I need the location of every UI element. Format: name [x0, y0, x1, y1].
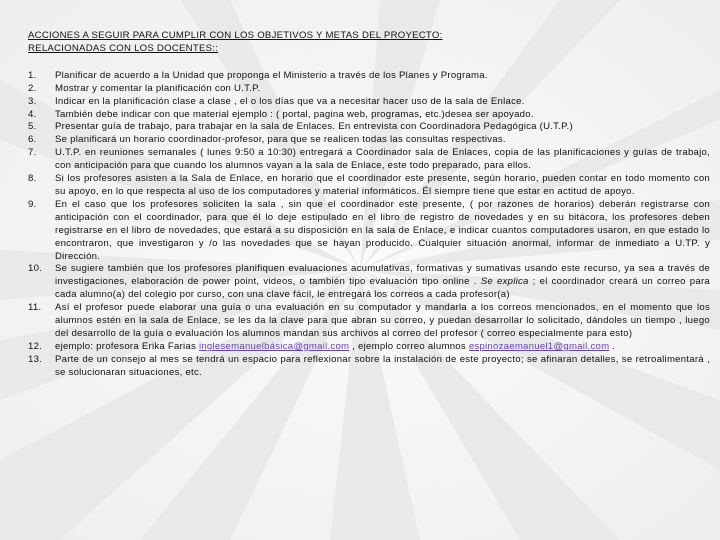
- teacher-email-link[interactable]: inglesemanuelbásica@gmail.com: [198, 340, 350, 352]
- list-item: [28, 199, 710, 264]
- item-text-emphasis: Se explica: [480, 276, 529, 288]
- list-item: [28, 109, 710, 122]
- item-text: Si los profesores asisten a la Sala de Enlace, en horario que el coordinador este presente, según horario, pueden contar en todo momento con su apoyo, en lo que respecta al uso de los computadores y material informáticos. Él siempre tiene que estar en actitud de apoyo.: [55, 173, 710, 197]
- item-text: También debe indicar con que material ejemplo : ( portal, pagina web, programas, etc.)desea ser apoyado.: [55, 108, 534, 120]
- student-email-link[interactable]: espinozaemanuel1@gmail.com: [468, 340, 610, 352]
- item-text: [55, 263, 710, 302]
- item-number: 4.: [28, 108, 37, 120]
- list-item: [28, 121, 710, 134]
- item-number: 10.: [28, 263, 43, 275]
- item-number: 8.: [28, 173, 37, 185]
- item-number: 7.: [28, 147, 37, 159]
- item-number: 13.: [28, 353, 43, 365]
- item-number: 6.: [28, 134, 37, 146]
- item-text: Planificar de acuerdo a la Unidad que proponga el Ministerio a través de los Planes y Programa.: [55, 69, 488, 81]
- action-list: [28, 70, 710, 380]
- item-number: 9.: [28, 198, 37, 210]
- item-text-part: ejemplo: profesora Erika Farias: [55, 340, 199, 352]
- list-item: [28, 83, 710, 96]
- item-text: Se planificará un horario coordinador-profesor, para que se realicen todas las consultas respectivas.: [55, 134, 506, 146]
- item-text: En el caso que los profesores soliciten la sala , sin que el coordinador este presente, ( por razones de horarios) deberán registrarse con anticipación con el coordinador, para que él lo deje estipulado en el libro de registro de novedades y en su bitácora, los profesores deben registrarse en el libro de novedades, que estará a su disposición en la sala de Enlace, e indicar cuantos computadores usaron, en que estado lo encontraron, que investigaron y /o las novedades que se hayan producido. Cualquier situación anormal, informar de inmediato a U.TP. y Dirección.: [55, 198, 710, 262]
- item-number: 12.: [28, 340, 43, 352]
- list-item: [28, 147, 710, 173]
- heading-line-1: ACCIONES A SEGUIR PARA CUMPLIR CON LOS OBJETIVOS Y METAS DEL PROYECTO:: [28, 30, 443, 41]
- list-item: [28, 302, 710, 341]
- item-text: U.T.P. en reuniones semanales ( lunes 9:50 a 10:30) entregará a Coordinador sala de Enlaces, copia de las planificaciones y guías de trabajo, con anticipación para que cuando los alumnos vayan a la sala de Enlace, este todo preparado, para ellos.: [55, 147, 710, 172]
- list-item: [28, 173, 710, 199]
- item-text: Mostrar y comentar la planificación con U.T.P.: [55, 82, 261, 94]
- item-text: Parte de un consejo al mes se tendrá un espacio para reflexionar sobre la instalación de este proyecto; se afinaran detalles, se retroalimentará , se solucionaran situaciones, etc.: [55, 353, 710, 378]
- list-item: [28, 354, 710, 380]
- list-item: [28, 70, 710, 83]
- item-text: Indicar en la planificación clase a clase , el o los días que va a necesitar hacer uso de la sala de Enlace.: [55, 95, 525, 107]
- item-number: 5.: [28, 121, 37, 133]
- document-heading: [28, 30, 710, 56]
- list-item: [28, 134, 710, 147]
- heading-line-2: RELACIONADAS CON LOS DOCENTES::: [28, 42, 219, 54]
- list-item: [28, 263, 710, 302]
- item-text-part: Se sugiere también que los profesores planifiquen evaluaciones acumulativas, formativas y sumativas usando este recurso, ya sea a través de investigaciones, elaboración de power point, videos, o también tipo evaluación tipo online .: [55, 263, 710, 288]
- item-text-part: ; el coordinador creará un correo para cada alumno(a) del colegio por curso, con una clave fácil, le entregará los correos a cada profesor(a): [55, 276, 711, 301]
- list-item: [28, 341, 710, 354]
- item-text: Presentar guía de trabajo, para trabajar en la sala de Enlaces. En entrevista con Coordinadora Pedagógica (U.T.P.): [55, 121, 573, 133]
- list-item: [28, 96, 710, 109]
- item-text: [55, 341, 710, 354]
- item-number: 11.: [28, 302, 42, 314]
- item-number: 2.: [28, 82, 37, 94]
- item-text: Así el profesor puede elaborar una guía o una evaluación en su computador y mandarla a los correos mencionados, en el momento que los alumnos estén en la sala de Enlace, se les da la clave para que abran su correo, y puedan desarrollar lo solicitado, dándoles un tiempo , luego del desarrollo de la guía o evaluación los alumnos mandan sus archivos al correo del profesor ( correo especialmente para esto): [55, 302, 710, 339]
- document-body: [28, 30, 710, 380]
- item-number: 1.: [28, 69, 37, 81]
- item-number: 3.: [28, 95, 37, 107]
- item-text-part: , ejemplo correo alumnos: [349, 340, 469, 352]
- item-text-part: .: [609, 340, 616, 352]
